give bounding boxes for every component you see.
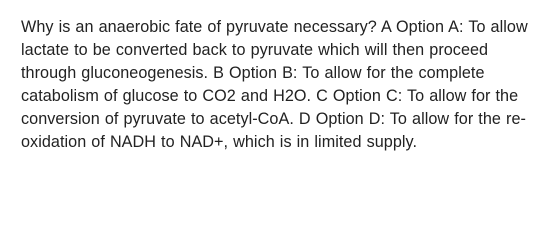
question-text: Why is an anaerobic fate of pyruvate necessary? A Option A: To allow lactate to be converted back to pyruvate which will then proceed through gluconeogenesis. B Option B: To allow for the complete catabolism of glucose to CO2 and H2O. C Option C: To allow for the conversion of pyruvate to acetyl-CoA. D Option D: To allow for the re-oxidation of NADH to NAD+, which is in limited supply. <box>21 18 528 151</box>
